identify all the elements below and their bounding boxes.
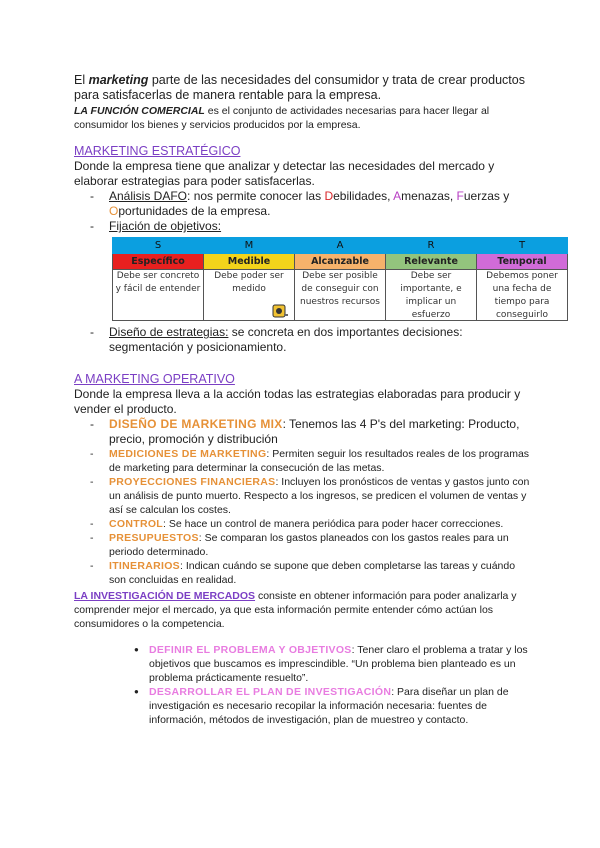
list-item-operativo: - PRESUPUESTOS: Se comparan los gastos planeados con los gastos reales para un periodo determinado. (90, 531, 534, 559)
smart-names-row (113, 254, 568, 270)
funcion-comercial-paragraph: LA FUNCIÓN COMERCIAL es el conjunto de actividades necesarias para hacer llegar al consumidor los bienes y servicios producidos por la empresa. (74, 105, 490, 131)
smart-letters-row (113, 238, 568, 254)
smart-description-cell (386, 270, 477, 321)
intro-paragraph: El marketing parte de las necesidades del consumidor y trata de crear productos para satisfacerlas de manera rentable para la empresa. (74, 73, 525, 102)
smart-description: Debe ser concreto y fácil de entender (115, 271, 201, 294)
bullet-item: ● DESARROLLAR EL PLAN DE INVESTIGACIÓN: Para diseñar un plan de investigación es necesario recopilar la información necesaria: fuentes de información, métodos de investigación, plan de muestreo y contacto. (134, 685, 534, 727)
smart-letter: S (113, 238, 204, 254)
smart-name: Temporal (477, 254, 568, 270)
bullet-item: ● DEFINIR EL PROBLEMA Y OBJETIVOS: Tener claro el problema a tratar y los objetivos que buscamos es imprescindible. “Un problema bien planteado es un problema prácticamente resuelto”. (134, 643, 534, 685)
smart-name: Relevante (386, 254, 477, 270)
list-item-estrategias: - Diseño de estrategias: se concreta en dos importantes decisiones: segmentación y posicionamiento. (90, 325, 534, 355)
smart-name: Medible (204, 254, 295, 270)
investigacion-paragraph: LA INVESTIGACIÓN DE MERCADOS consiste en obtener información para poder analizarla y comprender mejor el mercado, ya que esta información permite entender cómo actúan los consumidores o la competencia. (74, 590, 517, 630)
smart-description-cell (113, 270, 204, 321)
estrategias-list (74, 325, 534, 355)
smart-descriptions-row (113, 270, 568, 321)
list-item-operativo: - ITINERARIOS: Indican cuándo se supone que deben completarse las tareas y cuándo son concluidas en realidad. (90, 559, 534, 587)
list-item-operativo: - CONTROL: Se hace un control de manera periódica para poder hacer correcciones. (90, 517, 534, 531)
marketing-operativo-heading: A MARKETING OPERATIVO (74, 372, 235, 386)
smart-description-cell (295, 270, 386, 321)
smart-letter: M (204, 238, 295, 254)
smart-name: Alcanzable (295, 254, 386, 270)
list-item-operativo: - PROYECCIONES FINANCIERAS: Incluyen los pronósticos de ventas y gastos junto con un análisis de punto muerto. Respecto a los ingresos, se predicen el volumen de ventas y así se calculan los costes. (90, 475, 534, 517)
smart-name: Específico (113, 254, 204, 270)
estrategico-list (74, 189, 534, 234)
smart-letter: A (295, 238, 386, 254)
document-page (74, 73, 558, 727)
list-item-operativo: - DISEÑO DE MARKETING MIX: Tenemos las 4 P's del marketing: Producto, precio, promoción y distribución (90, 417, 534, 447)
smart-description-cell (477, 270, 568, 321)
smart-description-cell (204, 270, 295, 321)
list-item-dafo: - Análisis DAFO: nos permite conocer las Debilidades, Amenazas, Fuerzas y Oportunidades de la empresa. (90, 189, 534, 219)
investigacion-heading: LA INVESTIGACIÓN DE MERCADOS (74, 590, 256, 602)
funcion-comercial-term: LA FUNCIÓN COMERCIAL (74, 105, 205, 117)
smart-letter: T (477, 238, 568, 254)
marketing-term: marketing (88, 73, 149, 87)
marketing-operativo-text: Donde la empresa lleva a la acción todas las estrategias elaboradas para producir y vender el producto. (74, 387, 521, 416)
smart-objectives-table (112, 237, 568, 321)
list-item-objetivos: - Fijación de objetivos: (90, 219, 534, 234)
marketing-estrategico-text: Donde la empresa tiene que analizar y detectar las necesidades del mercado y elaborar estrategias para poder satisfacerlas. (74, 159, 495, 188)
investigacion-bullets (74, 643, 534, 727)
smart-letter: R (386, 238, 477, 254)
operativo-list (74, 417, 534, 587)
smart-description: Debemos poner una fecha de tiempo para conseguirlo (486, 271, 558, 320)
list-item-operativo: - MEDICIONES DE MARKETING: Permiten seguir los resultados reales de los programas de marketing para determinar la consecución de las metas. (90, 447, 534, 475)
smart-description: Debe ser importante, e implicar un esfuerzo (400, 271, 462, 320)
smart-description: Debe ser posible de conseguir con nuestros recursos (300, 271, 380, 307)
measuring-tape-icon (272, 304, 288, 318)
marketing-estrategico-heading: MARKETING ESTRATÉGICO (74, 144, 241, 158)
smart-description: Debe poder ser medido (214, 271, 284, 294)
